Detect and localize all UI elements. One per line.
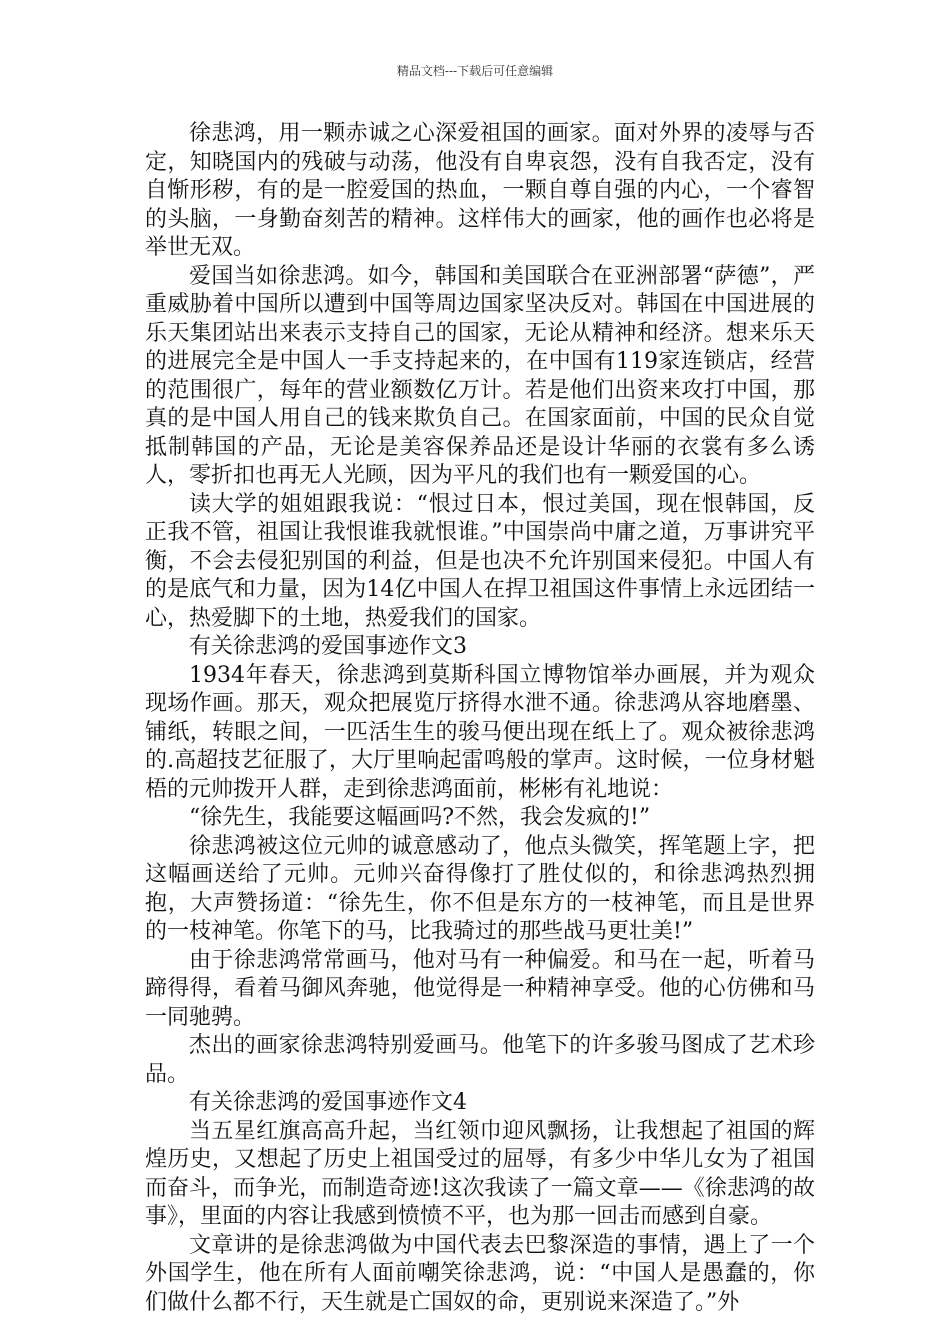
page-header: 精品文档---下载后可任意编辑 — [396, 64, 554, 78]
paragraph: 杰出的画家徐悲鸿特别爱画马。他笔下的许多骏马图成了艺术珍品。 — [145, 1033, 815, 1087]
document-body — [145, 120, 815, 1317]
paragraph: “徐先生，我能要这幅画吗?不然，我会发疯的!” — [189, 805, 651, 830]
section-heading: 有关徐悲鸿的爱国事迹作文4 — [189, 1090, 467, 1115]
paragraph: 1934年春天，徐悲鸿到莫斯科国立博物馆举办画展，并为观众现场作画。那天，观众把展览厅挤得水泄不通。徐悲鸿从容地磨墨、铺纸，转眼之间，一匹活生生的骏马便出现在纸上了。观众被徐悲鸿的.高超技艺征服了，大厅里响起雷鸣般的掌声。这时候，一位身材魁梧的元帅拨开人群，走到徐悲鸿面前，彬彬有礼地说： — [145, 662, 815, 802]
paragraph: 徐悲鸿，用一颗赤诚之心深爱祖国的画家。面对外界的凌辱与否定，知晓国内的残破与动荡，他没有自卑哀怨，没有自我否定，没有自惭形秽，有的是一腔爱国的热血，一颗自尊自强的内心，一个睿智的头脑，一身勤奋刻苦的精神。这样伟大的画家，他的画作也必将是举世无双。 — [145, 121, 815, 260]
paragraph: 徐悲鸿被这位元帅的诚意感动了，他点头微笑，挥笔题上字，把这幅画送给了元帅。元帅兴奋得像打了胜仗似的，和徐悲鸿热烈拥抱，大声赞扬道：“徐先生，你不但是东方的一枝神笔，而且是世界的一枝神笔。你笔下的马，比我骑过的那些战马更壮美!” — [145, 833, 815, 944]
paragraph: 当五星红旗高高升起，当红领巾迎风飘扬，让我想起了祖国的辉煌历史，又想起了历史上祖国受过的屈辱，有多少中华儿女为了祖国而奋斗，而争光，而制造奇迹!这次我读了一篇文章——《徐悲鸿的故事》，里面的内容让我感到愤愤不平，也为那一回击而感到自豪。 — [145, 1118, 815, 1229]
paragraph: 文章讲的是徐悲鸿做为中国代表去巴黎深造的事情，遇上了一个外国学生，他在所有人面前嘲笑徐悲鸿，说：“中国人是愚蠢的，你们做什么都不行，天生就是亡国奴的命，更别说来深造了。”外 — [145, 1232, 815, 1315]
section-heading: 有关徐悲鸿的爱国事迹作文3 — [189, 634, 467, 659]
paragraph: 爱国当如徐悲鸿。如今，韩国和美国联合在亚洲部署“萨德”，严重威胁着中国所以遭到中国等周边国家坚决反对。韩国在中国进展的乐天集团站出来表示支持自己的国家，无论从精神和经济。想来乐天的进展完全是中国人一手支持起来的，在中国有119家连锁店，经营的范围很广，每年的营业额数亿万计。若是他们出资来攻打中国，那真的是中国人用自己的钱来欺负自己。在国家面前，中国的民众自觉抵制韩国的产品，无论是美容保养品还是设计华丽的衣裳有多么诱人，零折扣也再无人光顾，因为平凡的我们也有一颗爱国的心。 — [145, 263, 815, 488]
paragraph: 由于徐悲鸿常常画马，他对马有一种偏爱。和马在一起，听着马蹄得得，看着马御风奔驰，他觉得是一种精神享受。他的心仿佛和马一同驰骋。 — [145, 947, 815, 1030]
paragraph: 读大学的姐姐跟我说：“恨过日本，恨过美国，现在恨韩国，反正我不管，祖国让我恨谁我就恨谁。”中国崇尚中庸之道，万事讲究平衡，不会去侵犯别国的利益，但是也决不允许别国来侵犯。中国人有的是底气和力量，因为14亿中国人在捍卫祖国这件事情上永远团结一心，热爱脚下的土地，热爱我们的国家。 — [145, 491, 815, 631]
